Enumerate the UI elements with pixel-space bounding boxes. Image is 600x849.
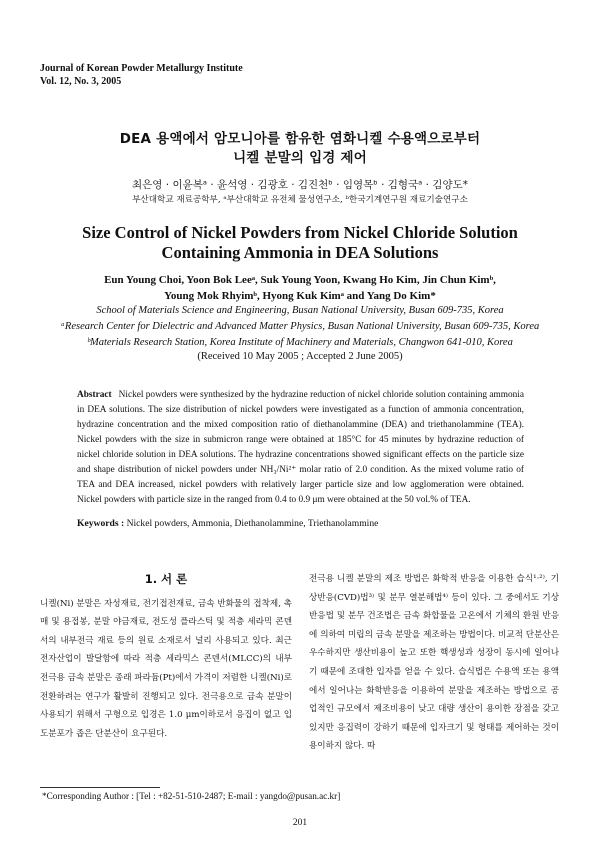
korean-affiliations: 부산대학교 재료공학부, ᵃ부산대학교 유전체 물성연구소, ᵇ한국기계연구원 재료기술연구소 <box>132 195 468 205</box>
korean-authors: 최은영 · 이윤복ᵃ · 윤석영 · 김광호 · 김진천ᵇ · 임영목ᵇ · 김형국ᵃ · 김양도* <box>132 179 468 191</box>
received-dates: (Received 10 May 2005 ; Accepted 2 June 2005) <box>197 351 403 362</box>
abstract <box>77 388 524 508</box>
english-authors-line2: Young Mok Rhyimᵇ, Hyong Kuk Kimᵃ and Yang Do Kim* <box>164 290 436 302</box>
abstract-label: Abstract <box>77 390 112 400</box>
introduction-paragraph: 니켈(Ni) 분말은 자성재료, 전기접전재료, 금속 반화물의 접착제, 촉매 및 용접봉, 분말 야금재료, 전도성 플라스틱 및 적층 세라믹 콘덴서의 내부전극 재료 등의 원료 소재로서 널리 사용되고 있다. 최근 전자산업이 발달함에 따라 적층 세라믹스 콘덴서(MLCC)의 내부 전극용 금속 분말은 종래 파라듐(Pt)에서 가격이 저렴한 니켈(Ni)로 전환하려는 연구가 활발히 진행되고 있다. 전극용으로 금속 분말이 사용되기 위해서 구형으로 입경은 1.0 μm이하로서 응집이 없고 입도분포가 좁은 단분산이 요구된다. <box>40 598 292 739</box>
journal-name: Journal of Korean Powder Metallurgy Institute <box>40 63 243 74</box>
right-column-paragraph: 전극용 니켈 분말의 제조 방법은 화학적 반응을 이용한 습식¹·²⁾, 기상반응(CVD)법³⁾ 및 분무 열분해법⁴⁾ 등이 있다. 그 중에서도 기상반응법 및 분무 건조법은 금속 화합물을 고온에서 기체의 환원 반응에 의하여 미립의 금속 분말을 제조하는 방법이다. 비교적 단분산은 우수하지만 생산비용이 높고 또한 핵생성과 성장이 동시에 일어나기 때문에 조대한 입자를 얻을 수 있다. 습식법은 수용액 또는 용액에서 일어나는 화학반응을 이용하여 분말을 제조하는 방법으로 공업적인 규모에서 제조비용이 낮고 대량 생산이 용이한 장점을 갖고 있지만 응집력이 강하기 때문에 입자크기 및 형태를 제어하는 것이 용이하지 않다. 따 <box>309 574 559 752</box>
english-title-line1: Size Control of Nickel Powders from Nickel Chloride Solution <box>82 223 518 242</box>
affiliation-line1: School of Materials Science and Engineering, Busan National University, Busan 609-735, Korea <box>96 305 504 316</box>
abstract-text: Nickel powders were synthesized by the hydrazine reduction of nickel chloride solution containing ammonia in DEA solutions. The size distribution of nickel powders were investigated as a function of ammonia concentration, hydrazine concentration and the mixed composition ratio of diethanolammine (DEA) and triethanolammine (TEA). Nickel powders with the size in submicron range were obtained at 185°C for 45 minutes by hydrazine reduction of nickel chloride solution in DEA solutions. The hydrazine concentrations showed significant effects on the particle size and shape distribution of nickel powders under NH₃/Ni²⁺ molar ratio of 2.0 condition. As the mixed volume ratio of TEA and DEA increased, nickel powders with relatively larger particle size and low agglomeration were obtained. Nickel powders with particle size in the ranged from 0.4 to 0.9 μm were obtained at the 50 vol.% of TEA. <box>77 390 524 505</box>
keywords-text: Nickel powders, Ammonia, Diethanolammine, Triethanolammine <box>126 518 379 529</box>
keywords <box>77 518 524 529</box>
korean-title-line1: DEA 용액에서 암모니아를 함유한 염화니켈 수용액으로부터 <box>119 131 481 147</box>
page-number: 201 <box>292 818 308 828</box>
journal-header <box>40 63 243 88</box>
english-title <box>0 223 600 263</box>
left-column <box>40 570 292 743</box>
keywords-label: Keywords : <box>77 518 125 529</box>
english-affiliations <box>0 303 600 351</box>
corresponding-author-footnote: *Corresponding Author : [Tel : +82-51-510-2487; E-mail : yangdo@pusan.ac.kr] <box>42 791 341 801</box>
english-title-line2: Containing Ammonia in DEA Solutions <box>161 243 439 262</box>
korean-title <box>0 130 600 168</box>
journal-volume: Vol. 12, No. 3, 2005 <box>40 75 122 87</box>
korean-title-line2: 니켈 분말의 입경 제어 <box>233 150 367 166</box>
english-authors <box>0 272 600 304</box>
right-column <box>309 570 559 756</box>
section-heading-introduction: 1. 서 론 <box>144 572 188 586</box>
affiliation-line2: ᵃResearch Center for Dielectric and Advanced Matter Physics, Busan National University, Busan 609-735, Korea <box>60 321 540 332</box>
affiliation-line3: ᵇMaterials Research Station, Korea Institute of Machinery and Materials, Changwon 641-010, Korea <box>87 337 513 348</box>
english-authors-line1: Eun Young Choi, Yoon Bok Leeᵃ, Suk Young Yoon, Kwang Ho Kim, Jin Chun Kimᵇ, <box>104 274 496 286</box>
footnote-divider <box>40 787 160 788</box>
